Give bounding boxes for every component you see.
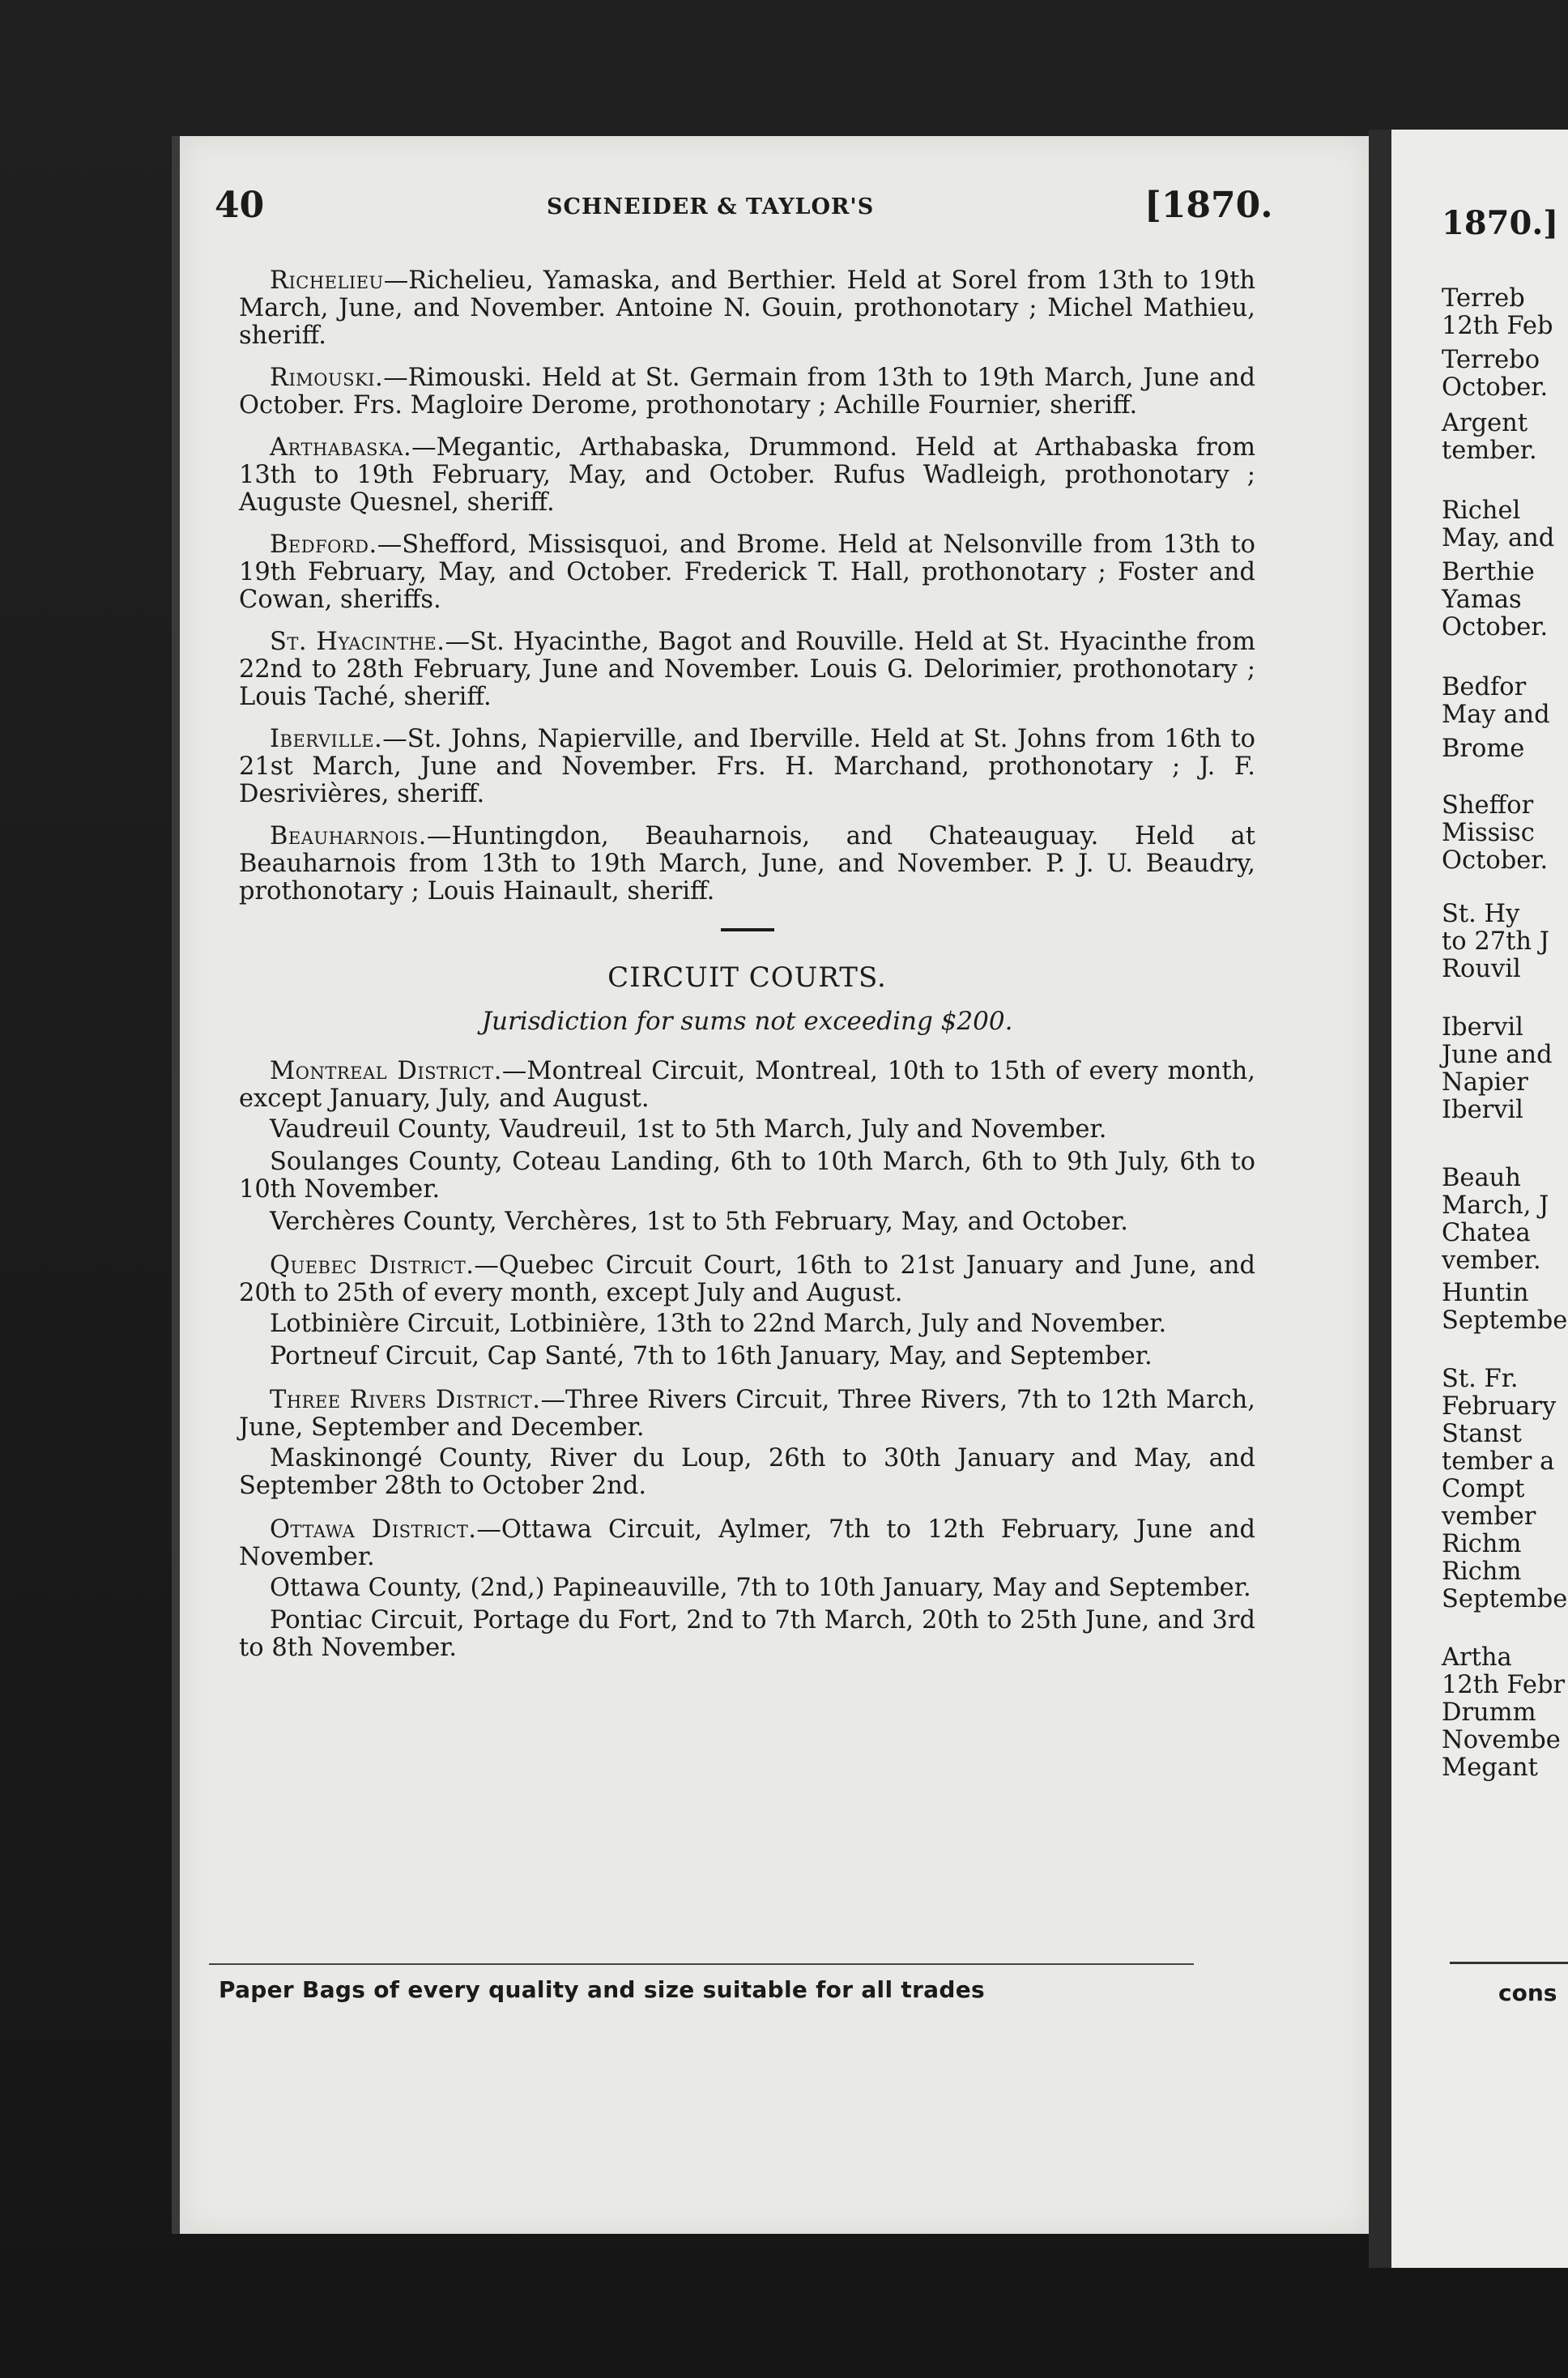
- paragraph-text: —Huntingdon, Beauharnois, and Chateauguay. Held at Beauharnois from 13th to 19th March, June, and November. P. J. U. Beaudry, prothonotary ; Louis Hainault, sheriff.: [239, 822, 1255, 906]
- right-page-line: February: [1442, 1392, 1557, 1421]
- footer-rule: [209, 1963, 1194, 1965]
- paragraph-lead: Arthabaska.: [270, 433, 412, 462]
- right-page-line: Yamas: [1442, 586, 1522, 614]
- court-paragraph: [239, 629, 1255, 711]
- right-page-line: Bedfor: [1442, 673, 1527, 701]
- right-page-line: Richm: [1442, 1558, 1522, 1586]
- court-paragraph: [239, 726, 1255, 808]
- right-page-line: Drumm: [1442, 1698, 1536, 1727]
- footer-advert: Paper Bags of every quality and size suitable for all trades: [219, 1976, 985, 2003]
- right-page-line: Stanst: [1442, 1420, 1522, 1448]
- right-page-line: St. Hy: [1442, 900, 1520, 928]
- paragraph-text: —Shefford, Missisquoi, and Brome. Held at Nelsonville from 13th to 19th February, May, and October. Frederick T. Hall, prothonotary ; Foster and Cowan, sheriffs.: [239, 531, 1255, 614]
- right-page-line: Napier: [1442, 1068, 1528, 1097]
- right-page-line: Megant: [1442, 1754, 1538, 1782]
- court-paragraph: [239, 434, 1255, 517]
- header-year: [1870.: [1144, 185, 1273, 226]
- district-name: Montreal District.: [270, 1057, 502, 1085]
- court-paragraph: [239, 531, 1255, 614]
- right-page-line: Artha: [1442, 1643, 1512, 1672]
- circuit-entry: Maskinongé County, River du Loup, 26th to 30th January and May, and September 28th to October 2nd.: [239, 1444, 1255, 1500]
- right-page-year: 1870.]: [1442, 204, 1559, 242]
- right-page-line: tember a: [1442, 1447, 1555, 1476]
- district-list: [239, 1058, 1255, 1678]
- right-page-line: Sheffor: [1442, 791, 1534, 820]
- court-paragraph: [239, 364, 1255, 420]
- paragraph-text: —Rimouski. Held at St. Germain from 13th to 19th March, June and October. Frs. Magloire Derome, prothonotary ; Achille Fournier, sheriff.: [239, 364, 1255, 420]
- district-entry: [239, 1252, 1255, 1307]
- paragraph-lead: Beauharnois.: [270, 822, 427, 850]
- section-divider: [721, 928, 774, 931]
- paragraph-lead: Rimouski.: [270, 364, 384, 392]
- district-text: —Three Rivers Circuit, Three Rivers, 7th to 12th March, June, September and December.: [239, 1386, 1255, 1442]
- right-page-line: May, and: [1442, 524, 1555, 552]
- right-page-line: Argent: [1442, 409, 1528, 437]
- paragraph-text: —St. Johns, Napierville, and Iberville. Held at St. Johns from 16th to 21st March, June and November. Frs. H. Marchand, prothonotary ; J. F. Desrivières, sheriff.: [239, 725, 1255, 808]
- district-name: Quebec District.: [270, 1251, 475, 1280]
- district-name: Ottawa District.: [270, 1515, 477, 1544]
- paragraph-text: —Megantic, Arthabaska, Drummond. Held at Arthabaska from 13th to 19th February, May, and October. Rufus Wadleigh, prothonotary ; Auguste Quesnel, sheriff.: [239, 433, 1255, 517]
- court-paragraph: [239, 823, 1255, 906]
- right-page-line: tember.: [1442, 437, 1537, 465]
- district-text: —Ottawa Circuit, Aylmer, 7th to 12th February, June and November.: [239, 1515, 1255, 1571]
- right-page-line: October.: [1442, 613, 1549, 641]
- page-number: 40: [215, 185, 265, 226]
- right-page-line: Ibervil: [1442, 1013, 1523, 1042]
- right-page-line: Novembe: [1442, 1726, 1561, 1754]
- paragraph-lead: Bedford.: [270, 531, 377, 559]
- right-page-line: vember: [1442, 1502, 1536, 1531]
- circuit-entry: Soulanges County, Coteau Landing, 6th to 10th March, 6th to 9th July, 6th to 10th November.: [239, 1148, 1255, 1204]
- district-name: Three Rivers District.: [270, 1386, 541, 1414]
- right-page-line: Septembe: [1442, 1306, 1568, 1335]
- running-title: SCHNEIDER & TAYLOR'S: [547, 194, 875, 219]
- right-page-line: Huntin: [1442, 1279, 1529, 1307]
- circuit-entry: Lotbinière Circuit, Lotbinière, 13th to 22nd March, July and November.: [270, 1310, 1167, 1338]
- circuit-entry: Portneuf Circuit, Cap Santé, 7th to 16th January, May, and September.: [270, 1342, 1153, 1370]
- right-page-line: 12th Febr: [1442, 1671, 1566, 1699]
- paragraph-text: —Richelieu, Yamaska, and Berthier. Held at Sorel from 13th to 19th March, June, and November. Antoine N. Gouin, prothonotary ; Michel Mathieu, sheriff.: [239, 266, 1255, 350]
- book-gutter: [1369, 130, 1391, 2268]
- court-paragraph: [239, 267, 1255, 350]
- circuit-entry: Verchères County, Verchères, 1st to 5th February, May, and October.: [270, 1208, 1128, 1236]
- right-page-line: March, J: [1442, 1191, 1549, 1220]
- paragraph-lead: St. Hyacinthe.: [270, 628, 445, 656]
- right-page-line: Ibervil: [1442, 1096, 1523, 1124]
- main-text: [239, 267, 1255, 1678]
- circuit-entry: Vaudreuil County, Vaudreuil, 1st to 5th March, July and November.: [270, 1115, 1107, 1144]
- right-page-line: Compt: [1442, 1475, 1525, 1503]
- right-footer-text: cons: [1498, 1980, 1557, 2006]
- circuit-entry: Pontiac Circuit, Portage du Fort, 2nd to 7th March, 20th to 25th June, and 3rd to 8th November.: [239, 1606, 1255, 1662]
- right-page-line: Missisc: [1442, 819, 1535, 847]
- page-header: [215, 185, 1273, 241]
- right-page-line: Richel: [1442, 496, 1521, 525]
- court-paragraphs: [239, 267, 1255, 906]
- district-entry: [239, 1058, 1255, 1113]
- district-entry: [239, 1387, 1255, 1442]
- paragraph-text: —St. Hyacinthe, Bagot and Rouville. Held at St. Hyacinthe from 22nd to 28th February, June and November. Louis G. Delorimier, prothonotary ; Louis Taché, sheriff.: [239, 628, 1255, 711]
- paragraph-lead: Richelieu: [270, 266, 384, 295]
- right-page-line: Terrebo: [1442, 346, 1540, 374]
- right-page-line: May and: [1442, 701, 1550, 729]
- right-page-line: June and: [1442, 1041, 1553, 1069]
- right-page-line: Septembe: [1442, 1585, 1568, 1613]
- section-title: CIRCUIT COURTS.: [607, 961, 887, 994]
- circuit-entry: Ottawa County, (2nd,) Papineauville, 7th to 10th January, May and September.: [270, 1574, 1251, 1602]
- right-page-line: Terreb: [1442, 284, 1525, 313]
- right-page-line: to 27th J: [1442, 927, 1549, 956]
- right-page-line: Richm: [1442, 1530, 1522, 1558]
- paragraph-lead: Iberville.: [270, 725, 383, 753]
- right-page-line: Berthie: [1442, 558, 1535, 586]
- right-page-line: 12th Feb: [1442, 312, 1553, 340]
- right-page-line: October.: [1442, 373, 1549, 402]
- right-page-line: Beauh: [1442, 1164, 1521, 1192]
- district-entry: [239, 1516, 1255, 1571]
- right-page-line: Chatea: [1442, 1219, 1531, 1247]
- right-page-line: Rouvil: [1442, 955, 1521, 983]
- right-page-line: October.: [1442, 846, 1549, 875]
- right-page-line: Brome: [1442, 735, 1525, 763]
- district-text: —Quebec Circuit Court, 16th to 21st January and June, and 20th to 25th of every month, except July and August.: [239, 1251, 1256, 1307]
- right-page-line: vember.: [1442, 1247, 1541, 1275]
- section-subtitle: Jurisdiction for sums not exceeding $200.: [481, 1007, 1013, 1036]
- district-text: —Montreal Circuit, Montreal, 10th to 15th of every month, except January, July, and August.: [239, 1057, 1255, 1113]
- right-page-line: St. Fr.: [1442, 1365, 1519, 1393]
- right-footer-rule: [1450, 1962, 1568, 1964]
